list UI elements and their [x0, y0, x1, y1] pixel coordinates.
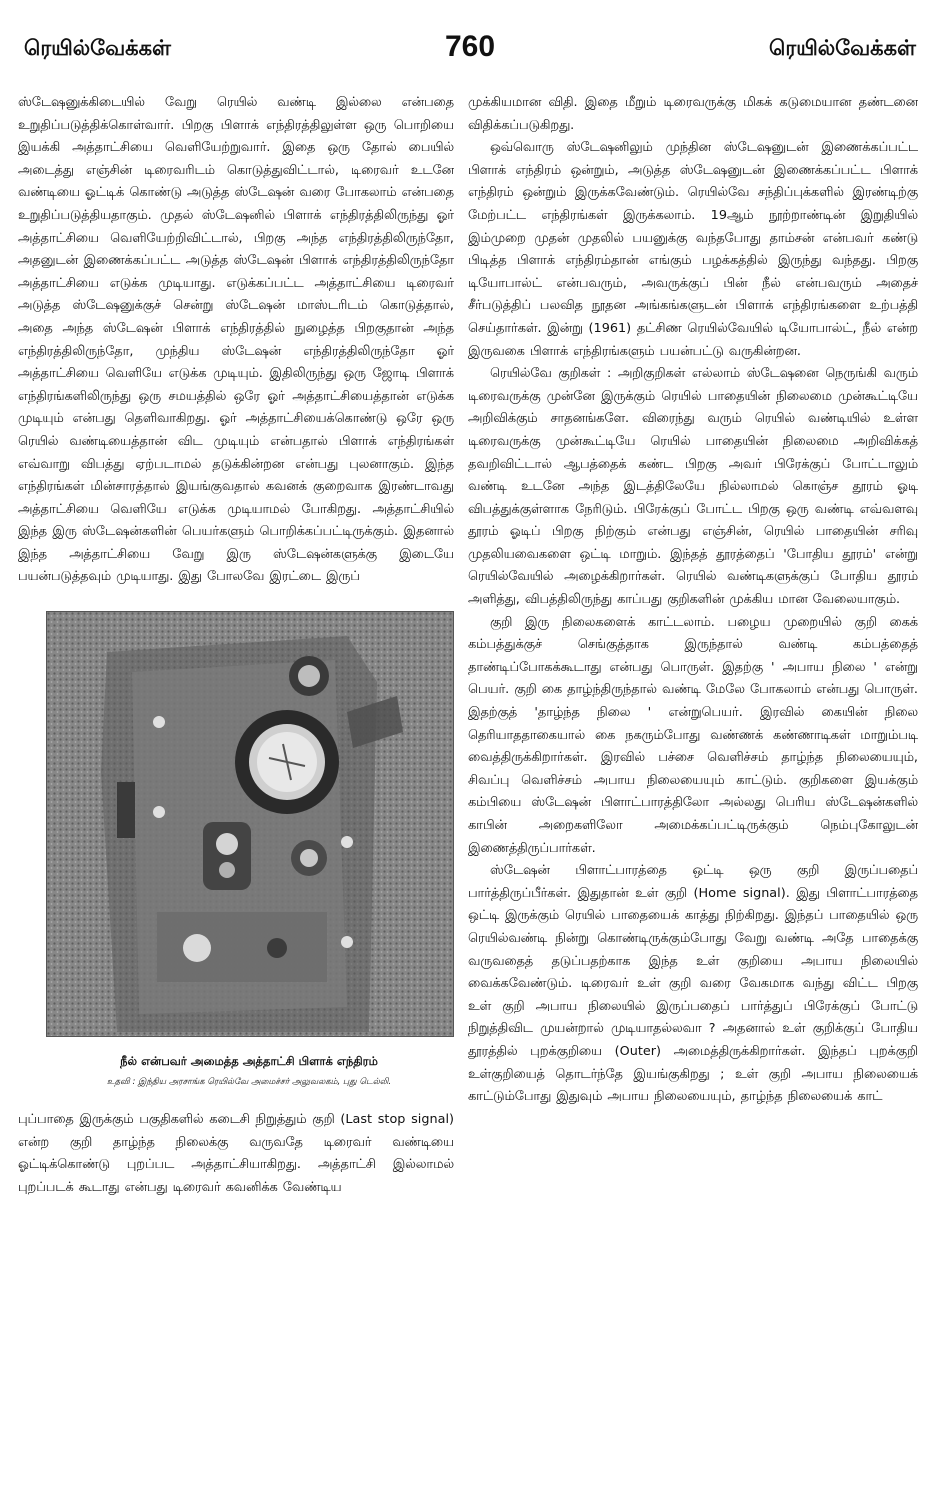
block-machine-photo	[46, 611, 454, 1037]
figure-credit: உதவி : இந்திய அரசாங்க ரெயில்வே அமைச்சர் அலுவலகம், புது டெல்லி.	[106, 1077, 392, 1088]
right-paragraph-4: குறி இரு நிலைகளைக் காட்டலாம். பழைய முறையில் குறி கைக் கம்பத்துக்குச் செங்குத்தாக இருந்தால் வண்டி கம்பத்தைத் தாண்டிப்போகக்கூடாது என்பது பொருள். இதற்கு ' அபாய நிலை ' என்று பெயர். குறி கை தாழ்ந்திருந்தால் வண்டி மேலே போகலாம் என்பது பொருள். இதற்குத் 'தாழ்ந்த நிலை ' என்றுபெயர். இரவில் கையின் நிலை தெரியாததாகையால் கை நகரும்போது வண்ணக் கண்ணாடிகள் மாறும்படி வைத்திருக்கிறார்கள். இரவில் பச்சை வெளிச்சம் தாழ்ந்த நிலையையும், சிவப்பு வெளிச்சம் அபாய நிலையையும் காட்டும். குறிகளை இயக்கும் கம்பியை ஸ்டேஷன் பிளாட்பாரத்திலோ அல்லது பெரிய ஸ்டேஷன்களில் காபின் அறைகளிலோ அமைக்கப்பட்டிருக்கும் நெம்புகோலுடன் இணைத்திருப்பார்கள்.	[468, 614, 918, 856]
figure-caption: நீல் என்பவர் அமைத்த அத்தாட்சி பிளாக் எந்திரம்	[120, 1054, 378, 1069]
page-number: 760	[444, 30, 496, 63]
running-title-right: ரெயில்வேக்கள்	[769, 36, 916, 60]
right-paragraph-1: முக்கியமான விதி. இதை மீறும் டிரைவருக்கு மிகக் கடுமையான தண்டனை விதிக்கப்படுகிறது.	[468, 95, 918, 133]
page-header	[24, 30, 916, 66]
figure-block-machine	[46, 611, 452, 1089]
right-paragraph-2: ஒவ்வொரு ஸ்டேஷனிலும் முந்தின ஸ்டேஷனுடன் இணைக்கப்பட்ட பிளாக் எந்திரம் ஒன்றும், அடுத்த ஸ்டேஷனுடன் இணைக்கப்பட்ட பிளாக் எந்திரம் ஒன்றும் இருக்கவேண்டும். ரெயில்வே சந்திப்புக்களில் இரண்டிற்கு மேற்பட்ட எந்திரங்கள் இருக்கலாம். 19ஆம் நூற்றாண்டின் இறுதியில் இம்முறை முதன் முதலில் பயனுக்கு வந்தபோது தாம்சன் என்பவர் கண்டு பிடித்த பிளாக் எந்திரம்தான் எங்கும் பழக்கத்தில் இருந்து வந்தது. பிறகு டியோபால்ட் என்பவரும், அவருக்குப் பின் நீல் என்பவரும் அதைச் சீர்படுத்திப் பலவித நூதன அங்கங்களுடன் பிளாக் எந்திரங்களை உற்பத்தி செய்தார்கள். இன்று (1961) தட்சிண ரெயில்வேயில் டியோபால்ட், நீல் என்ற இருவகை பிளாக் எந்திரங்களும் பயன்பட்டு வருகின்றன.	[468, 140, 918, 359]
left-paragraph-2: புப்பாதை இருக்கும் பகுதிகளில் கடைசி நிறுத்தும் குறி (Last stop signal) என்ற குறி தாழ்ந்த நிலைக்கு வருவதே டிரைவர் வண்டியை ஓட்டிக்கொண்டு புறப்பட அத்தாட்சியாகிறது. அத்தாட்சி இல்லாமல் புறப்படக் கூடாது என்பது டிரைவர் கவனிக்க வேண்டிய	[18, 1112, 454, 1195]
right-column	[468, 92, 918, 1487]
right-paragraph-5: ஸ்டேஷன் பிளாட்பாரத்தை ஒட்டி ஒரு குறி இருப்பதைப் பார்த்திருப்பீர்கள். இதுதான் உள் குறி (Home signal). இது பிளாட்பாரத்தை ஒட்டி இருக்கும் ரெயில் பாதையைக் காத்து நிற்கிறது. இந்தப் பாதையில் ஒரு ரெயில்வண்டி நின்று கொண்டிருக்கும்போது வேறு வண்டி அதே பாதைக்கு வருவதைத் தடுப்பதற்காக இந்த உள் குறியை அபாய நிலையில் வைக்கவேண்டும். டிரைவர் உள் குறி வரை வேகமாக வந்து விட்ட பிறகு உள் குறி அபாய நிலையில் இருப்பதைப் பார்த்துப் பிரேக்குப் போட்டு நிறுத்திவிட முயன்றால் முடியாதல்லவா ? அதனால் உள் குறிக்குப் போதிய தூரத்தில் புறக்குறியை (Outer) அமைத்திருக்கிறார்கள். இந்தப் புறக்குறி உள்குறியைத் தொடர்ந்தே இயங்குகிறது ; உள் குறி அபாய நிலையைக் காட்டும்போது இதுவும் அபாய நிலையையும், தாழ்ந்த நிலையைக் காட்	[468, 863, 918, 1105]
left-paragraph-1: ஸ்டேஷனுக்கிடையில் வேறு ரெயில் வண்டி இல்லை என்பதை உறுதிப்படுத்திக்கொள்வார். பிறகு பிளாக் எந்திரத்திலுள்ள ஒரு பொறியை இயக்கி அத்தாட்சியை வெளியேற்றுவார். இதை ஒரு தோல் பையில் அடைத்து எஞ்சின் டிரைவரிடம் கொடுத்துவிட்டால், டிரைவர் உடனே வண்டியை ஓட்டிக் கொண்டு அடுத்த ஸ்டேஷன் வரை போகலாம் என்பதை உறுதிப்படுத்தியதாகும். முதல் ஸ்டேஷனில் பிளாக் எந்திரத்திலிருந்து ஓர் அத்தாட்சியை வெளியேற்றிவிட்டால், பிறகு அந்த எந்திரத்திலிருந்தோ, அதனுடன் இணைக்கப்பட்ட அடுத்த ஸ்டேஷன் பிளாக் எந்திரத்திலிருந்தோ அத்தாட்சியை எடுக்க முடியாது. எடுக்கப்பட்ட அத்தாட்சியை டிரைவர் அடுத்த ஸ்டேஷனுக்குச் சென்று ஸ்டேஷன் மாஸ்டரிடம் கொடுத்தால், அதை அந்த ஸ்டேஷன் பிளாக் எந்திரத்தில் நுழைத்த பிறகுதான் அந்த எந்திரத்திலிருந்தோ, முந்திய ஸ்டேஷன் எந்திரத்திலிருந்தோ ஓர் அத்தாட்சியை வெளியே எடுக்க முடியும். இதிலிருந்து ஒரு ஜோடி பிளாக் எந்திரங்களிலிருந்து ஒரு சமயத்தில் ஒரே ஓர் அத்தாட்சியைத்தான் எடுக்க முடியும் என்பது தெளிவாகிறது. ஓர் அத்தாட்சியைக்கொண்டு ஒரே ஒரு ரெயில் வண்டியைத்தான் விட முடியும் என்பதால் பிளாக் எந்திரங்கள் எவ்வாறு விபத்து ஏற்படாமல் தடுக்கின்றன என்பது புலனாகும். இந்த எந்திரங்கள் மின்சாரத்தால் இயங்குவதால் கவனக் குறைவாக இரண்டாவது அத்தாட்சியை வெளியே எடுக்க முடியாமல் போகிறது. அத்தாட்சியில் இந்த இரு ஸ்டேஷன்களின் பெயர்களும் பொறிக்கப்பட்டிருக்கும். இதனால் இந்த அத்தாட்சியை வேறு இரு ஸ்டேஷன்களுக்கு இடையே பயன்படுத்தவும் முடியாது. இது போலவே இரட்டை இருப்	[18, 95, 454, 585]
running-title-left: ரெயில்வேக்கள்	[24, 36, 171, 60]
left-column	[18, 92, 454, 1482]
right-paragraph-3: ரெயில்வே குறிகள் : அறிகுறிகள் எல்லாம் ஸ்டேஷனை நெருங்கி வரும் டிரைவருக்கு முன்னே இருக்கும் ரெயில் பாதையின் நிலைமை முன்கூட்டியே அறிவிக்கும் சாதனங்களே. விரைந்து வரும் ரெயில் வண்டியில் உள்ள டிரைவருக்கு முன்கூட்டியே ரெயில் பாதையின் நிலைமை அறிவிக்கத் தவறிவிட்டால் ஆபத்தைக் கண்ட பிறகு அவர் பிரேக்குப் போட்டாலும் வண்டி உடனே அந்த இடத்திலேயே நில்லாமல் கொஞ்ச தூரம் ஓடி விபத்துக்குள்ளாக நேரிடும். பிரேக்குப் போட்ட பிறகு ஒரு வண்டி எவ்வளவு தூரம் ஓடிப் பிறகு நிற்கும் என்பது எஞ்சின், ரெயில் பாதையின் சரிவு முதலியவைகளை ஒட்டி மாறும். இந்தத் தூரத்தைப் 'போதிய தூரம்' என்று ரெயில்வேயில் அழைக்கிறார்கள். ரெயில் வண்டிகளுக்குப் போதிய தூரம் அளித்து, விபத்திலிருந்து காப்பது குறிகளின் முக்கிய மான வேலையாகும்.	[468, 366, 918, 608]
